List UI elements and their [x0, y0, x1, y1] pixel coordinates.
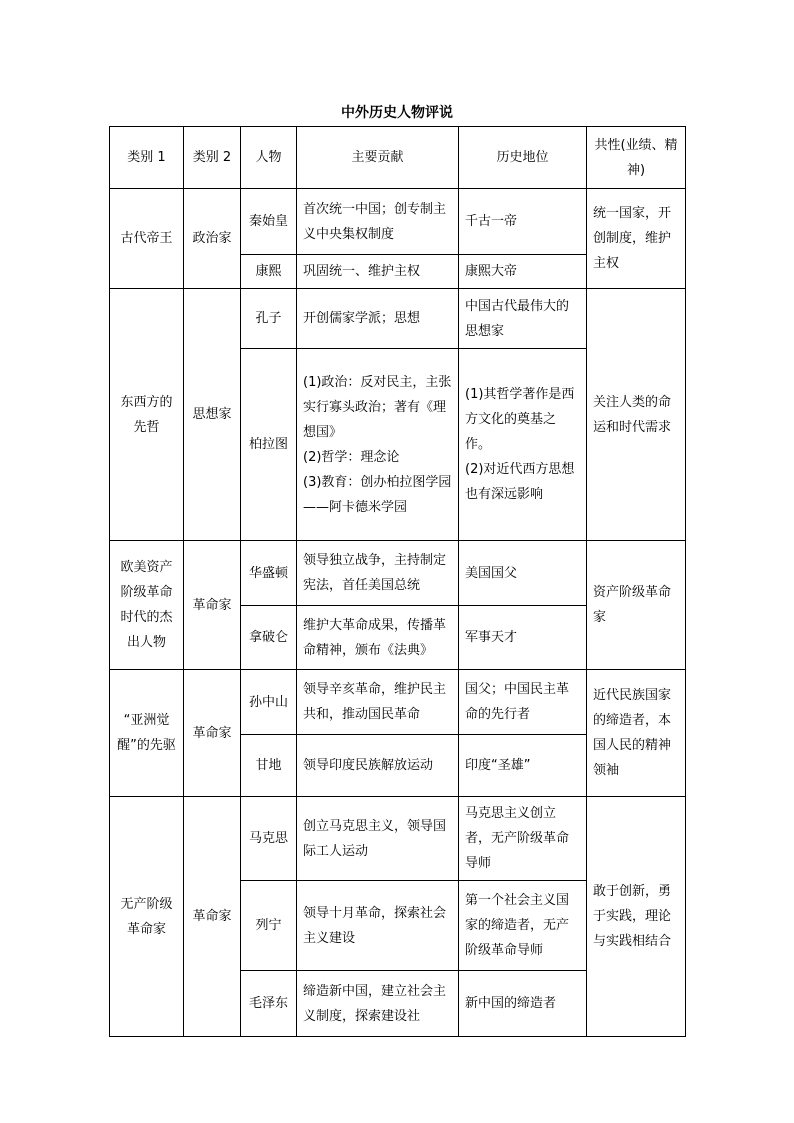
status-cell: 印度“圣雄”	[459, 735, 587, 797]
status-cell: 千古一帝	[459, 189, 587, 255]
status-cell: 第一个社会主义国家的缔造者，无产阶级革命导师	[459, 881, 587, 971]
common-cell: 资产阶级革命家	[587, 541, 686, 670]
category-1-cell: 古代帝王	[110, 189, 184, 289]
text-line: (3)教育：创办柏拉图学园——阿卡德米学园	[303, 474, 452, 515]
header-common: 共性(业绩、精神)	[587, 127, 686, 189]
text-line: (2)哲学：理念论	[303, 449, 400, 465]
common-cell: 近代民族国家的缔造者，本国人民的精神领袖	[587, 670, 686, 797]
person-name-cell: 列宁	[241, 881, 297, 971]
person-name-cell: 柏拉图	[241, 349, 297, 541]
table-row	[110, 289, 686, 349]
person-name-cell: 拿破仑	[241, 606, 297, 670]
contribution-cell	[297, 349, 459, 541]
contribution-cell: 开创儒家学派；思想	[297, 289, 459, 349]
category-1-cell: 无产阶级革命家	[110, 797, 184, 1037]
status-cell: 康熙大帝	[459, 255, 587, 289]
category-2-cell: 思想家	[184, 289, 241, 541]
common-cell: 敢于创新，勇于实践，理论与实践相结合	[587, 797, 686, 1037]
contribution-cell: 巩固统一、维护主权	[297, 255, 459, 289]
contribution-cell: 创立马克思主义，领导国际工人运动	[297, 797, 459, 881]
header-row	[110, 127, 686, 189]
header-contribution: 主要贡献	[297, 127, 459, 189]
contribution-cell: 首次统一中国；创专制主义中央集权制度	[297, 189, 459, 255]
table-row	[110, 797, 686, 881]
header-person: 人物	[241, 127, 297, 189]
status-cell: 新中国的缔造者	[459, 971, 587, 1037]
status-cell: 马克思主义创立者，无产阶级革命导师	[459, 797, 587, 881]
status-cell: 中国古代最伟大的思想家	[459, 289, 587, 349]
person-name-cell: 毛泽东	[241, 971, 297, 1037]
header-category-1: 类别 1	[110, 127, 184, 189]
contribution-cell: 领导印度民族解放运动	[297, 735, 459, 797]
category-1-cell: “亚洲觉醒”的先驱	[110, 670, 184, 797]
status-cell: 美国国父	[459, 541, 587, 606]
text-line: (1)其哲学著作是西方文化的奠基之作。	[465, 387, 575, 452]
contribution-cell: 缔造新中国，建立社会主义制度，探索建设社	[297, 971, 459, 1037]
page-title: 中外历史人物评说	[341, 105, 453, 121]
contribution-cell: 领导辛亥革命，维护民主共和，推动国民革命	[297, 670, 459, 735]
status-cell	[459, 349, 587, 541]
header-category-2: 类别 2	[184, 127, 241, 189]
category-2-cell: 革命家	[184, 797, 241, 1037]
category-1-cell: 东西方的先哲	[110, 289, 184, 541]
category-2-cell: 革命家	[184, 670, 241, 797]
person-name-cell: 甘地	[241, 735, 297, 797]
status-cell: 国父；中国民主革命的先行者	[459, 670, 587, 735]
category-2-cell: 革命家	[184, 541, 241, 670]
table-row	[110, 670, 686, 735]
contribution-cell: 维护大革命成果，传播革命精神，颁布《法典》	[297, 606, 459, 670]
common-cell: 关注人类的命运和时代需求	[587, 289, 686, 541]
text-line: (2)对近代西方思想也有深远影响	[465, 462, 575, 502]
person-name-cell: 秦始皇	[241, 189, 297, 255]
status-cell: 军事天才	[459, 606, 587, 670]
table-row	[110, 541, 686, 606]
header-status: 历史地位	[459, 127, 587, 189]
person-name-cell: 孔子	[241, 289, 297, 349]
person-name-cell: 康熙	[241, 255, 297, 289]
category-1-cell: 欧美资产阶级革命时代的杰出人物	[110, 541, 184, 670]
table-row	[110, 189, 686, 255]
contribution-cell: 领导独立战争，主持制定宪法，首任美国总统	[297, 541, 459, 606]
person-name-cell: 马克思	[241, 797, 297, 881]
history-figures-table	[109, 126, 686, 1037]
text-line: (1)政治：反对民主，主张实行寡头政治；著有《理想国》	[303, 374, 452, 440]
category-2-cell: 政治家	[184, 189, 241, 289]
person-name-cell: 华盛顿	[241, 541, 297, 606]
common-cell: 统一国家，开创制度，维护主权	[587, 189, 686, 289]
person-name-cell: 孙中山	[241, 670, 297, 735]
contribution-cell: 领导十月革命，探索社会主义建设	[297, 881, 459, 971]
